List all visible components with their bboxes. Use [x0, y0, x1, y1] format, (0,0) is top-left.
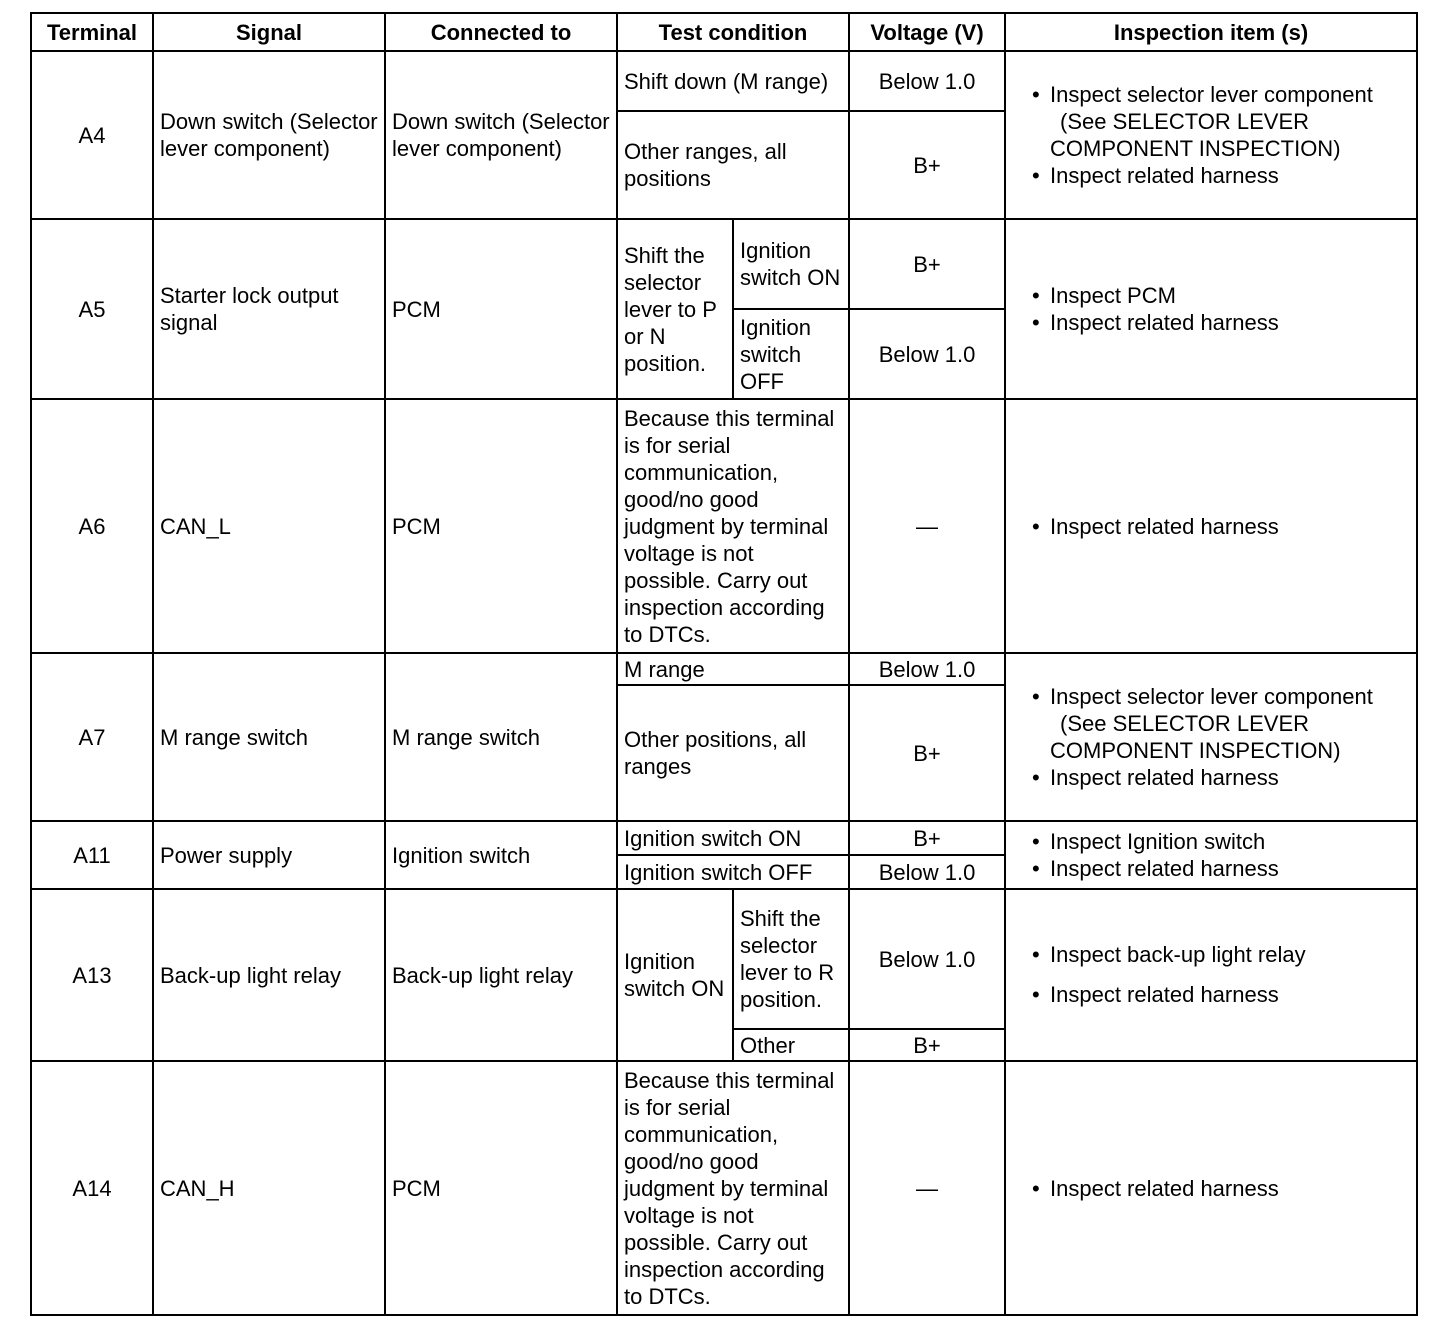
voltage-cell: Below 1.0: [849, 855, 1005, 889]
inspection-item: • Inspect related harness: [1032, 764, 1410, 791]
voltage-cell: —: [849, 1061, 1005, 1315]
header-inspection: Inspection item (s): [1005, 13, 1417, 51]
inspection-cell: [1005, 219, 1417, 399]
inspection-item: • Inspect Ignition switch: [1032, 828, 1410, 855]
voltage-cell: B+: [849, 821, 1005, 855]
header-signal: Signal: [153, 13, 385, 51]
voltage-cell: Below 1.0: [849, 653, 1005, 685]
inspection-item: • Inspect related harness: [1032, 975, 1410, 1015]
table-row: [31, 653, 1417, 685]
condition-cell: Shift down (M range): [617, 51, 849, 111]
condition-cell: Ignition switch OFF: [617, 855, 849, 889]
inspection-item: • Inspect related harness: [1032, 1175, 1410, 1202]
voltage-cell: —: [849, 399, 1005, 653]
terminal-cell: A6: [31, 399, 153, 653]
table-row: [31, 399, 1417, 653]
condition-cell: Ignition switch OFF: [733, 309, 849, 399]
voltage-cell: Below 1.0: [849, 889, 1005, 1029]
terminal-cell: A7: [31, 653, 153, 821]
header-voltage: Voltage (V): [849, 13, 1005, 51]
inspection-item: • Inspect selector lever component (See SELECTOR LEVER COMPONENT INSPECTION): [1032, 81, 1410, 162]
inspection-cell: [1005, 1061, 1417, 1315]
terminal-cell: A4: [31, 51, 153, 219]
voltage-cell: B+: [849, 685, 1005, 821]
signal-cell: Back-up light relay: [153, 889, 385, 1061]
terminal-voltage-table: [30, 12, 1418, 1316]
voltage-cell: B+: [849, 1029, 1005, 1061]
table-row: [31, 821, 1417, 855]
inspection-item: • Inspect related harness: [1032, 309, 1410, 336]
table-row: [31, 51, 1417, 111]
connected-to-cell: PCM: [385, 399, 617, 653]
inspection-cell: [1005, 889, 1417, 1061]
condition-cell: M range: [617, 653, 849, 685]
inspection-cell: [1005, 399, 1417, 653]
condition-cell: Shift the selector lever to P or N position.: [617, 219, 733, 399]
signal-cell: CAN_L: [153, 399, 385, 653]
inspection-item: • Inspect back-up light relay: [1032, 935, 1410, 975]
inspection-item: • Inspect related harness: [1032, 855, 1410, 882]
voltage-cell: Below 1.0: [849, 51, 1005, 111]
voltage-cell: B+: [849, 111, 1005, 219]
condition-cell: Shift the selector lever to R position.: [733, 889, 849, 1029]
table-row: [31, 1061, 1417, 1315]
header-connected-to: Connected to: [385, 13, 617, 51]
terminal-cell: A13: [31, 889, 153, 1061]
connected-to-cell: Back-up light relay: [385, 889, 617, 1061]
condition-cell: Ignition switch ON: [617, 889, 733, 1061]
inspection-item: • Inspect related harness: [1032, 513, 1410, 540]
condition-cell: Because this terminal is for serial communication, good/no good judgment by terminal voltage is not possible. Carry out inspection according to DTCs.: [617, 399, 849, 653]
voltage-cell: Below 1.0: [849, 309, 1005, 399]
signal-cell: CAN_H: [153, 1061, 385, 1315]
voltage-cell: B+: [849, 219, 1005, 309]
connected-to-cell: M range switch: [385, 653, 617, 821]
terminal-cell: A11: [31, 821, 153, 889]
table-row: [31, 219, 1417, 309]
terminal-cell: A5: [31, 219, 153, 399]
condition-cell: Because this terminal is for serial communication, good/no good judgment by terminal voltage is not possible. Carry out inspection according to DTCs.: [617, 1061, 849, 1315]
table-row: [31, 889, 1417, 1029]
signal-cell: M range switch: [153, 653, 385, 821]
signal-cell: Power supply: [153, 821, 385, 889]
connected-to-cell: Ignition switch: [385, 821, 617, 889]
inspection-cell: [1005, 51, 1417, 219]
inspection-cell: [1005, 653, 1417, 821]
signal-cell: Down switch (Selector lever component): [153, 51, 385, 219]
connected-to-cell: Down switch (Selector lever component): [385, 51, 617, 219]
header-terminal: Terminal: [31, 13, 153, 51]
inspection-item: • Inspect related harness: [1032, 162, 1410, 189]
condition-cell: Other ranges, all positions: [617, 111, 849, 219]
terminal-cell: A14: [31, 1061, 153, 1315]
condition-cell: Other: [733, 1029, 849, 1061]
connected-to-cell: PCM: [385, 1061, 617, 1315]
signal-cell: Starter lock output signal: [153, 219, 385, 399]
connected-to-cell: PCM: [385, 219, 617, 399]
condition-cell: Ignition switch ON: [733, 219, 849, 309]
inspection-item: • Inspect selector lever component (See SELECTOR LEVER COMPONENT INSPECTION): [1032, 683, 1410, 764]
inspection-cell: [1005, 821, 1417, 889]
condition-cell: Other positions, all ranges: [617, 685, 849, 821]
inspection-item: • Inspect PCM: [1032, 282, 1410, 309]
condition-cell: Ignition switch ON: [617, 821, 849, 855]
header-test-condition: Test condition: [617, 13, 849, 51]
header-row: [31, 13, 1417, 51]
